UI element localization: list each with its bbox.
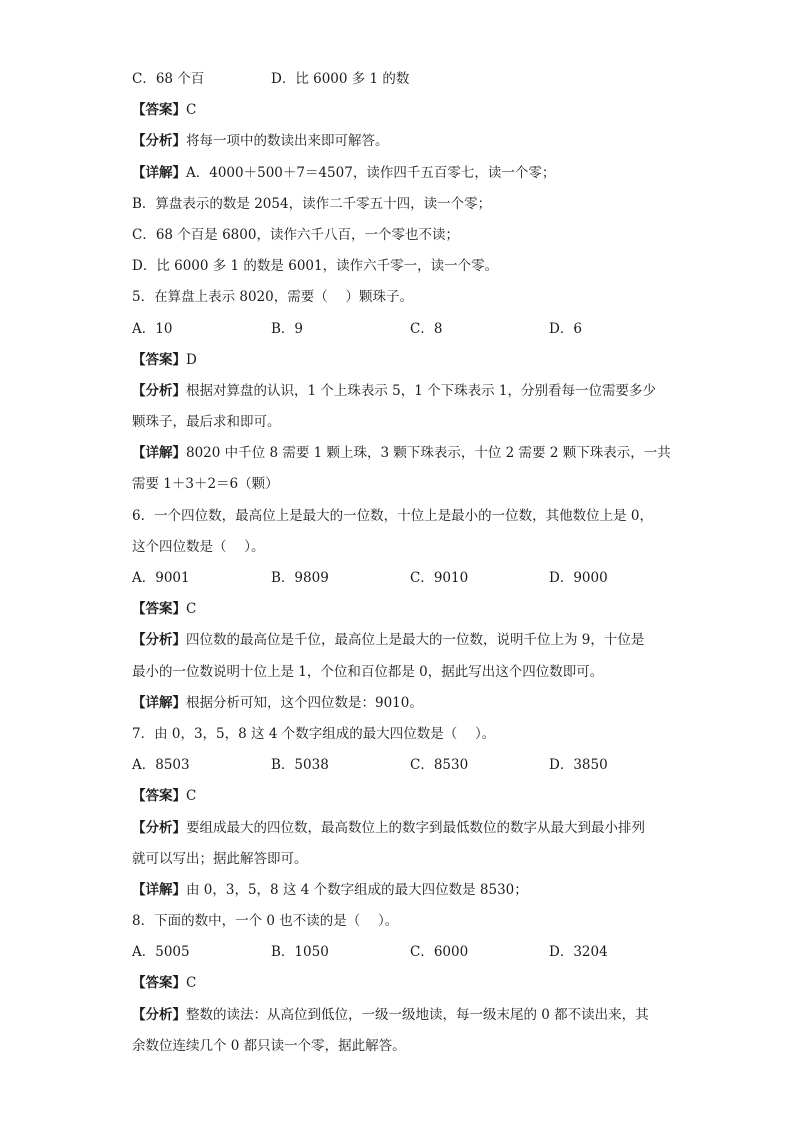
q8-option-b: B．1050 (271, 944, 329, 961)
answer-tag: 【答案】 (132, 102, 186, 119)
analysis-text: 四位数的最高位是千位，最高位上是最大的一位数，说明千位上为 9，十位是 (186, 632, 645, 649)
q4-detail-c: C．68 个百是 6800，读作六千八百，一个零也不读； (132, 226, 459, 243)
q5-answer (132, 345, 672, 376)
q6-option-d: D．9000 (549, 570, 608, 586)
q8-options-row (132, 937, 672, 968)
q7-answer (132, 781, 672, 812)
q7-analysis-1 (132, 813, 672, 844)
analysis-tag: 【分析】 (132, 632, 186, 649)
detail-text: 根据分析可知，这个四位数是：9010。 (186, 694, 423, 711)
q6-answer (132, 594, 672, 625)
analysis-tag: 【分析】 (132, 133, 186, 150)
q4-detail-b: B．算盘表示的数是 2054，读作二千零五十四，读一个零； (132, 195, 492, 212)
q8-analysis-1 (132, 1000, 672, 1031)
q8-option-c: C．6000 (410, 944, 469, 961)
analysis-tag: 【分析】 (132, 819, 186, 836)
analysis-text: 要组成最大的四位数，最高数位上的数字到最低数位的数字从最大到最小排列 (186, 819, 645, 836)
q6-analysis-1 (132, 625, 672, 656)
q4-detail-d: D．比 6000 多 1 的数是 6001，读作六千零一，读一个零。 (132, 258, 499, 275)
q6-option-b: B．9809 (271, 570, 329, 586)
q6-options-row (132, 563, 672, 594)
answer-value: D (186, 351, 197, 368)
answer-value: C (186, 102, 197, 119)
q6-analysis-2: 最小的一位数说明十位上是 1，个位和百位都是 0，据此写出这个四位数即可。 (132, 663, 604, 680)
q8-stem: 8．下面的数中，一个 0 也不读的是（ ）。 (132, 913, 399, 930)
detail-tag: 【详解】 (132, 445, 186, 462)
detail-text: A．4000＋500＋7＝4507，读作四千五百零七，读一个零； (186, 164, 556, 181)
detail-tag: 【详解】 (132, 881, 186, 898)
q8-option-a: A．5005 (132, 944, 190, 961)
q4-answer (132, 95, 672, 126)
q5-option-d: D．6 (549, 320, 582, 337)
q5-options-row (132, 314, 672, 345)
q5-option-c: C．8 (410, 320, 443, 337)
answer-value: C (186, 975, 197, 992)
analysis-text: 整数的读法：从高位到低位，一级一级地读，每一级末尾的 0 都不读出来，其 (186, 1006, 649, 1023)
q5-option-b: B．9 (271, 320, 304, 337)
q7-option-c: C．8530 (410, 757, 469, 774)
analysis-tag: 【分析】 (132, 1006, 186, 1023)
analysis-text: 将每一项中的数读出来即可解答。 (186, 133, 389, 150)
q5-analysis-2: 颗珠子，最后求和即可。 (132, 414, 281, 431)
q8-analysis-2: 余数位连续几个 0 都只读一个零，据此解答。 (132, 1037, 406, 1054)
q7-detail (132, 875, 672, 906)
answer-tag: 【答案】 (132, 788, 186, 805)
q6-stem-1: 6．一个四位数，最高位上是最大的一位数，十位上是最小的一位数，其他数位上是 0， (132, 507, 653, 524)
q7-option-d: D．3850 (549, 757, 608, 774)
q4-option-d: D．比 6000 多 1 的数 (271, 71, 410, 87)
answer-tag: 【答案】 (132, 975, 186, 992)
q4-analysis (132, 126, 672, 157)
q7-stem: 7．由 0，3，5，8 这 4 个数字组成的最大四位数是（ ）。 (132, 725, 496, 742)
q5-stem: 5．在算盘上表示 8020，需要（ ）颗珠子。 (132, 289, 414, 306)
analysis-tag: 【分析】 (132, 382, 186, 399)
detail-text: 由 0，3，5，8 这 4 个数字组成的最大四位数是 8530； (186, 881, 528, 898)
q6-option-a: A．9001 (132, 570, 190, 586)
answer-tag: 【答案】 (132, 351, 186, 368)
q7-option-b: B．5038 (271, 757, 329, 774)
q5-detail-1 (132, 438, 672, 469)
detail-tag: 【详解】 (132, 694, 186, 711)
q4-options-row (132, 64, 672, 95)
document-page (132, 64, 672, 1062)
q5-analysis-1 (132, 376, 672, 407)
q5-option-a: A．10 (132, 320, 173, 337)
q7-analysis-2: 就可以写出；据此解答即可。 (132, 850, 308, 867)
answer-value: C (186, 788, 197, 805)
q6-stem-2: 这个四位数是（ ）。 (132, 538, 265, 555)
q8-option-d: D．3204 (549, 944, 608, 961)
analysis-text: 根据对算盘的认识，1 个上珠表示 5，1 个下珠表示 1，分别看每一位需要多少 (186, 382, 657, 399)
detail-text: 8020 中千位 8 需要 1 颗上珠，3 颗下珠表示，十位 2 需要 2 颗下珠表示，一共 (186, 445, 671, 462)
q5-detail-2: 需要 1＋3＋2＝6（颗） (132, 476, 279, 493)
answer-tag: 【答案】 (132, 601, 186, 618)
q6-detail (132, 688, 672, 719)
q7-options-row (132, 750, 672, 781)
q4-option-c: C．68 个百 (132, 71, 205, 87)
q4-detail-a (132, 158, 672, 189)
detail-tag: 【详解】 (132, 164, 186, 181)
answer-value: C (186, 601, 197, 618)
q7-option-a: A．8503 (132, 757, 190, 774)
q6-option-c: C．9010 (410, 570, 469, 586)
q8-answer (132, 968, 672, 999)
